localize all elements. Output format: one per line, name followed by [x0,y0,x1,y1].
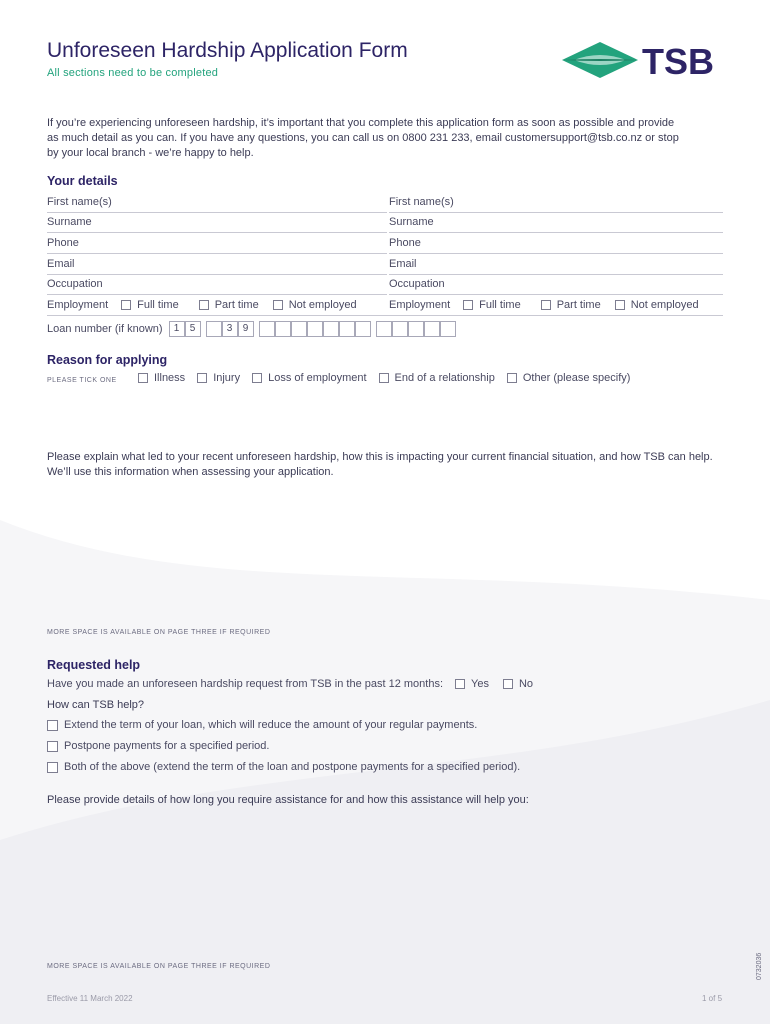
surname-label: Surname [389,216,434,228]
loan-digit-box[interactable] [392,321,408,337]
part-time-label: Part time [214,299,259,311]
details-textarea[interactable] [47,815,723,955]
first-name-label: First name(s) [47,196,112,208]
email-field-2[interactable] [389,255,723,275]
first-name-field-2[interactable] [389,193,723,213]
reason-option-other[interactable] [507,372,631,384]
loan-digit-box[interactable] [339,321,355,337]
surname-field-1[interactable] [47,213,387,233]
divider [47,315,723,316]
part-time-label: Part time [556,299,601,311]
no-label: No [518,678,534,690]
other-checkbox[interactable] [507,373,517,383]
reason-heading: Reason for applying [47,353,168,367]
loan-digit-box[interactable] [259,321,275,337]
document-reference: 0732036 [756,952,763,980]
employment-row-1 [47,296,357,314]
full-time-label: Full time [137,299,179,311]
loan-digit-box[interactable] [440,321,456,337]
details-prompt: Please provide details of how long you require assistance for and how this assistance will help you: [47,794,529,806]
tsb-logo-text: TSB [642,41,714,82]
not-employed-checkbox[interactable] [273,300,283,310]
email-label: Email [389,258,417,270]
occupation-label: Occupation [47,278,103,290]
extend-term-checkbox[interactable] [47,720,58,731]
loss-of-employment-checkbox[interactable] [252,373,262,383]
full-time-label: Full time [479,299,521,311]
reason-option-loss-of-employment[interactable] [252,372,366,384]
postpone-label: Postpone payments for a specified period. [64,740,270,752]
occupation-label: Occupation [389,278,445,290]
effective-date: Effective 11 March 2022 [47,994,133,1003]
loan-number-row [47,321,456,337]
email-label: Email [47,258,75,270]
phone-field-1[interactable] [47,234,387,254]
loan-digit-box[interactable] [206,321,222,337]
page-title: Unforeseen Hardship Application Form [47,39,408,62]
loan-digit-box[interactable] [291,321,307,337]
email-field-1[interactable] [47,255,387,275]
loan-digit-box[interactable] [307,321,323,337]
intro-paragraph: If you’re experiencing unforeseen hardship, it’s important that you complete this application form as soon as possible and provide as much detail as you can. If you have any questions, you can call us on 0800 231 233, email customersupport@tsb.co.nz or stop by your local branch - we’re happy to help. [47,117,679,159]
phone-label: Phone [47,237,79,249]
full-time-checkbox[interactable] [463,300,473,310]
reason-option-injury[interactable] [197,372,240,384]
loan-digit-box[interactable] [376,321,392,337]
injury-checkbox[interactable] [197,373,207,383]
occupation-field-1[interactable] [47,275,387,295]
injury-label: Injury [213,372,241,384]
illness-label: Illness [154,372,186,384]
help-option-both[interactable] [47,761,520,773]
loan-digit-box[interactable] [424,321,440,337]
first-name-label: First name(s) [389,196,454,208]
tsb-logo-mark [560,36,725,84]
reason-option-illness[interactable] [138,372,185,384]
loan-digit-box[interactable]: 3 [222,321,238,337]
employment-label: Employment [389,299,451,311]
full-time-checkbox[interactable] [121,300,131,310]
more-space-note: MORE SPACE IS AVAILABLE ON PAGE THREE IF REQUIRED [47,629,271,636]
page-number: 1 of 5 [702,994,723,1003]
tick-note: PLEASE TICK ONE [47,377,117,384]
loan-digit-box[interactable]: 1 [169,321,185,337]
prior-request-question: Have you made an unforeseen hardship request from TSB in the past 12 months: [47,678,444,690]
end-of-relationship-checkbox[interactable] [379,373,389,383]
loan-digit-box[interactable] [355,321,371,337]
phone-field-2[interactable] [389,234,723,254]
part-time-checkbox[interactable] [199,300,209,310]
reason-options [138,372,630,384]
prior-request-row [47,678,533,690]
extend-term-label: Extend the term of your loan, which will reduce the amount of your regular payments. [64,719,478,731]
no-checkbox[interactable] [503,679,513,689]
help-option-postpone[interactable] [47,740,269,752]
loan-digit-box[interactable]: 9 [238,321,254,337]
yes-checkbox[interactable] [455,679,465,689]
end-of-relationship-label: End of a relationship [394,372,495,384]
loan-digit-box[interactable] [275,321,291,337]
loan-digit-box[interactable]: 5 [185,321,201,337]
both-label: Both of the above (extend the term of the loan and postpone payments for a specified period). [64,761,521,773]
other-label: Other (please specify) [522,372,631,384]
loss-of-employment-label: Loss of employment [268,372,367,384]
first-name-field-1[interactable] [47,193,387,213]
explain-paragraph: Please explain what led to your recent unforeseen hardship, how this is impacting your current financial situation, and how TSB can help. We’ll use this information when assessing your application. [47,451,713,478]
how-help-label: How can TSB help? [47,699,145,711]
help-option-extend[interactable] [47,719,477,731]
yes-label: Yes [471,678,489,690]
reason-option-end-of-relationship[interactable] [379,372,495,384]
your-details-heading: Your details [47,174,118,188]
not-employed-label: Not employed [630,299,699,311]
not-employed-label: Not employed [288,299,357,311]
more-space-note-2: MORE SPACE IS AVAILABLE ON PAGE THREE IF REQUIRED [47,963,271,970]
phone-label: Phone [389,237,421,249]
illness-checkbox[interactable] [138,373,148,383]
loan-digit-box[interactable] [323,321,339,337]
surname-label: Surname [47,216,92,228]
both-checkbox[interactable] [47,762,58,773]
postpone-checkbox[interactable] [47,741,58,752]
surname-field-2[interactable] [389,213,723,233]
employment-row-2 [389,296,699,314]
tsb-logo [560,36,725,89]
not-employed-checkbox[interactable] [615,300,625,310]
page-subtitle: All sections need to be completed [47,67,219,79]
loan-digit-box[interactable] [408,321,424,337]
loan-number-label: Loan number (if known) [47,323,163,335]
explain-textarea[interactable] [47,482,723,622]
employment-label: Employment [47,299,109,311]
loan-number-input[interactable] [169,321,456,337]
requested-help-heading: Requested help [47,658,141,672]
occupation-field-2[interactable] [389,275,723,295]
part-time-checkbox[interactable] [541,300,551,310]
